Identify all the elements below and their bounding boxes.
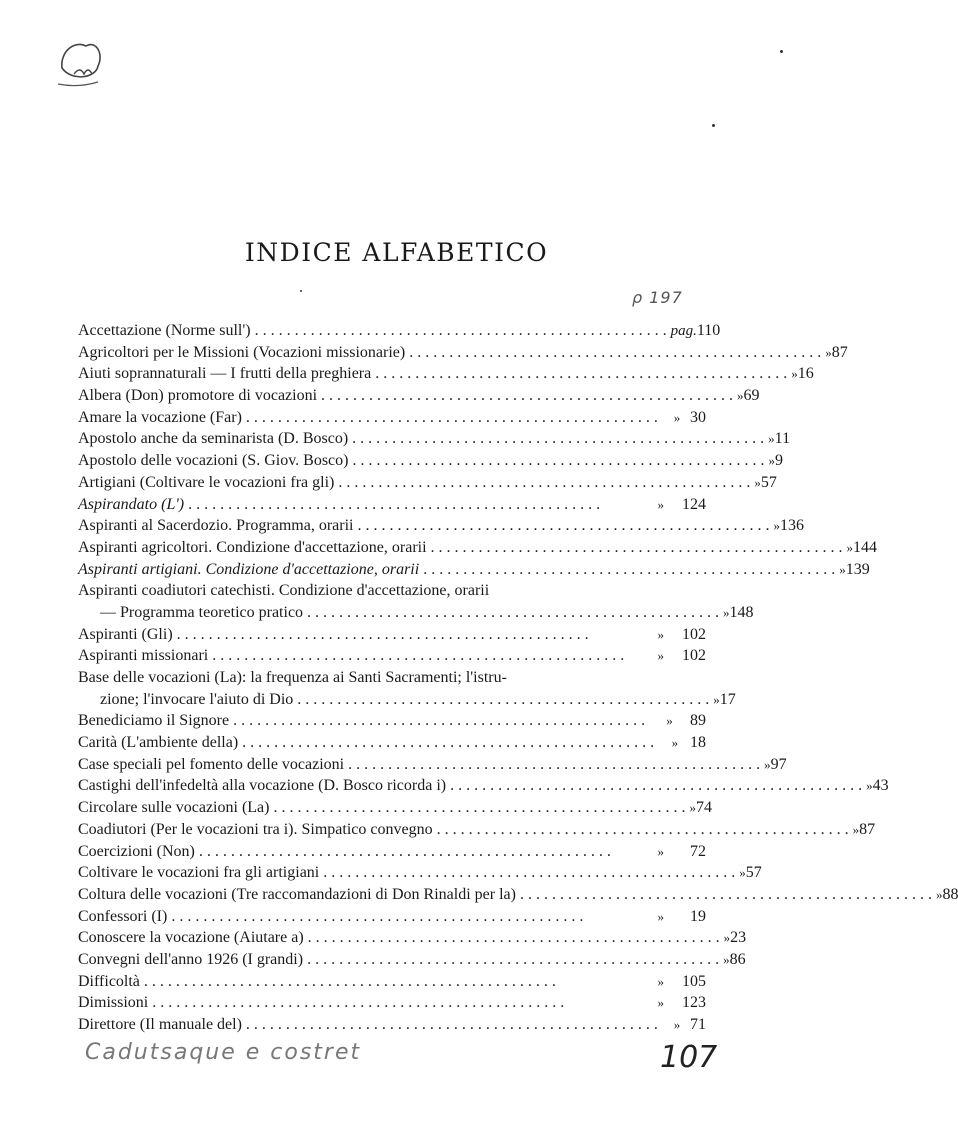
index-entry (78, 710, 706, 732)
dot-leader (338, 472, 750, 494)
entry-label: Circolare sulle vocazioni (La) (78, 799, 270, 817)
page-marker: » (657, 626, 664, 642)
dot-leader (307, 949, 719, 971)
page-number: 18 (690, 734, 706, 752)
entry-label: Carità (L'ambiente della) (78, 734, 239, 752)
index-entry (78, 754, 787, 776)
page-marker: » (773, 518, 780, 534)
page-number: 110 (696, 322, 721, 339)
page-marker: » (768, 431, 775, 447)
page-marker: pag. (670, 323, 697, 339)
page-marker: » (689, 800, 696, 816)
page-number: 9 (774, 452, 783, 470)
dot-leader (242, 732, 654, 754)
page-marker: » (671, 735, 679, 751)
page-marker: » (935, 886, 943, 902)
index-entry (78, 667, 706, 689)
ink-speck (300, 290, 302, 292)
dot-leader (273, 797, 685, 819)
dot-leader (246, 407, 658, 429)
dot-leader (357, 515, 769, 537)
dot-leader (409, 342, 821, 364)
entry-label: Coadiutori (Per le vocazioni tra i). Simpatico convegno (78, 820, 433, 838)
index-entry (78, 428, 791, 450)
entry-label: Artigiani (Coltivare le vocazioni fra gli) (78, 473, 335, 491)
dot-leader (152, 992, 630, 1014)
entry-label: Dimissioni (78, 994, 149, 1012)
index-entry (78, 775, 889, 797)
entry-label: Accettazione (Norme sull') (78, 322, 251, 339)
page-number: 30 (690, 408, 706, 426)
page-title: INDICE ALFABETICO (244, 238, 549, 267)
page-number: 102 (682, 625, 706, 643)
index-entry (78, 320, 721, 342)
dot-leader (323, 862, 735, 884)
page-number: 123 (682, 994, 706, 1012)
dot-leader (188, 494, 630, 516)
page-number: 105 (682, 972, 706, 990)
entry-label: Aspiranti artigiani. Condizione d'accettazione, orarii (78, 560, 420, 578)
entry-label: Amare la vocazione (Far) (78, 408, 242, 426)
page-marker: » (737, 388, 744, 404)
index-entry (78, 342, 848, 364)
handwritten-page-note: ρ 197 (632, 288, 683, 307)
dot-leader (177, 624, 630, 646)
index-entry (78, 645, 706, 667)
entry-label: Benediciamo il Signore (78, 712, 230, 730)
index-entry (78, 602, 754, 624)
page-marker: » (657, 995, 664, 1011)
entry-label: Apostolo anche da seminarista (D. Bosco) (78, 430, 349, 448)
dot-leader (171, 906, 630, 928)
page-number: 87 (831, 343, 848, 361)
entry-label: Convegni dell'anno 1926 (I grandi) (78, 950, 304, 968)
entry-label: Direttore (Il manuale del) (78, 1016, 242, 1033)
page-number: 57 (760, 473, 777, 491)
page-marker: » (768, 453, 775, 469)
entry-label: Aspiranti (Gli) (78, 625, 173, 643)
entry-label: Confessori (I) (78, 907, 168, 925)
entry-label: Coltura delle vocazioni (Tre raccomandazioni di Don Rinaldi per la) (78, 885, 516, 903)
index-list (78, 320, 958, 1036)
dot-leader (423, 559, 835, 581)
page-marker: » (791, 366, 798, 382)
entry-label: Agricoltori per le Missioni (Vocazioni missionarie) (78, 343, 406, 361)
index-entry (78, 906, 706, 928)
page-marker: » (713, 691, 720, 707)
page-number: 43 (872, 777, 889, 795)
index-entry (78, 363, 814, 385)
page-marker: » (666, 713, 673, 729)
index-entry (78, 624, 706, 646)
entry-label: Aspirandato (L') (78, 495, 185, 513)
index-entry (78, 1014, 706, 1036)
page-number: 148 (729, 603, 754, 621)
ink-speck (780, 50, 783, 53)
page-marker: » (754, 474, 761, 490)
page-marker: » (825, 344, 832, 360)
index-entry (78, 580, 706, 602)
page-number: 72 (690, 842, 706, 860)
dot-leader (520, 884, 932, 906)
page-marker: » (673, 1017, 681, 1032)
dot-leader (144, 971, 630, 993)
page-number: 136 (779, 517, 804, 535)
dot-leader (348, 754, 760, 776)
page-marker: » (657, 843, 664, 859)
page-marker: » (839, 561, 846, 577)
page-marker: » (723, 604, 730, 620)
ink-stamp-mark (52, 38, 112, 93)
page-number: 16 (797, 365, 814, 383)
page-number: 74 (695, 799, 712, 817)
page-marker: » (657, 648, 664, 664)
page-number: 71 (690, 1016, 706, 1033)
page-number: 19 (690, 907, 706, 925)
index-entry (78, 385, 760, 407)
entry-label: zione; l'invocare l'aiuto di Dio (100, 690, 294, 708)
page-number: 88 (942, 885, 958, 903)
entry-label: Coltivare le vocazioni fra gli artigiani (78, 864, 320, 882)
index-entry (78, 797, 712, 819)
dot-leader (437, 819, 849, 841)
dot-leader (321, 385, 733, 407)
dot-leader (255, 320, 667, 342)
page-marker: » (852, 821, 860, 837)
index-entry (78, 472, 777, 494)
page-number: 86 (729, 950, 746, 968)
dot-leader (199, 841, 630, 863)
page-number: 102 (682, 647, 706, 665)
page-number: 87 (859, 820, 876, 838)
dot-leader (308, 927, 720, 949)
page-number: 23 (730, 929, 747, 947)
entry-label: Difficoltà (78, 972, 140, 990)
page-marker: » (846, 539, 854, 555)
page-number: 97 (770, 755, 787, 773)
dot-leader (352, 450, 764, 472)
index-entry (78, 537, 878, 559)
entry-label: Aiuti soprannaturali — I frutti della preghiera (78, 365, 372, 383)
page-number: 144 (853, 538, 878, 556)
page-number: 124 (682, 495, 706, 513)
index-entry (78, 515, 804, 537)
index-entry (78, 949, 746, 971)
dot-leader (246, 1014, 658, 1036)
entry-label: — Programma teoretico pratico (100, 603, 304, 621)
page-number: 11 (774, 430, 791, 448)
dot-leader (297, 689, 709, 711)
entry-label: Base delle vocazioni (La): la frequenza ai Santi Sacramenti; l'istru- (78, 669, 507, 686)
page-marker: » (673, 409, 681, 425)
ink-speck (712, 124, 715, 127)
dot-leader (375, 363, 787, 385)
page-number: 89 (690, 712, 706, 730)
dot-leader (307, 602, 719, 624)
dot-leader (450, 775, 862, 797)
index-entry (78, 559, 870, 581)
entry-label: Coercizioni (Non) (78, 842, 195, 860)
dot-leader (431, 537, 843, 559)
index-entry (78, 862, 762, 884)
index-entry (78, 884, 958, 906)
page-marker: » (657, 908, 664, 924)
entry-label: Aspiranti missionari (78, 647, 209, 665)
index-entry (78, 732, 706, 754)
page-marker: » (723, 951, 730, 967)
dot-leader (352, 428, 764, 450)
index-entry (78, 841, 706, 863)
page-marker: » (657, 973, 664, 989)
handwritten-margin-note: Cadutsaque e costret (85, 1040, 362, 1065)
page-marker: » (866, 778, 873, 794)
handwritten-page-number: 107 (660, 1040, 718, 1075)
page-number: 57 (745, 864, 762, 882)
entry-label: Albera (Don) promotore di vocazioni (78, 387, 318, 405)
entry-label: Conoscere la vocazione (Aiutare a) (78, 929, 304, 947)
page-number: 17 (719, 690, 736, 708)
dot-leader (212, 645, 630, 667)
page-marker: » (764, 756, 771, 772)
index-entry (78, 927, 747, 949)
dot-leader (233, 710, 645, 732)
index-entry (78, 407, 706, 429)
index-entry (78, 819, 876, 841)
entry-label: Case speciali pel fomento delle vocazioni (78, 755, 345, 773)
page-number: 69 (743, 387, 760, 405)
entry-label: Aspiranti al Sacerdozio. Programma, orarii (78, 517, 354, 535)
page-marker: » (723, 930, 731, 946)
index-entry (78, 992, 706, 1014)
index-entry (78, 494, 706, 516)
index-entry (78, 971, 706, 993)
page-marker: » (657, 496, 664, 512)
index-entry (78, 689, 736, 711)
entry-label: Apostolo delle vocazioni (S. Giov. Bosco) (78, 452, 349, 470)
entry-label: Aspiranti coadiutori catechisti. Condizione d'accettazione, orarii (78, 582, 490, 600)
entry-label: Castighi dell'infedeltà alla vocazione (D. Bosco ricorda i) (78, 777, 447, 795)
page-number: 139 (845, 560, 870, 578)
index-entry (78, 450, 783, 472)
page-marker: » (739, 865, 746, 881)
entry-label: Aspiranti agricoltori. Condizione d'accettazione, orarii (78, 538, 427, 556)
